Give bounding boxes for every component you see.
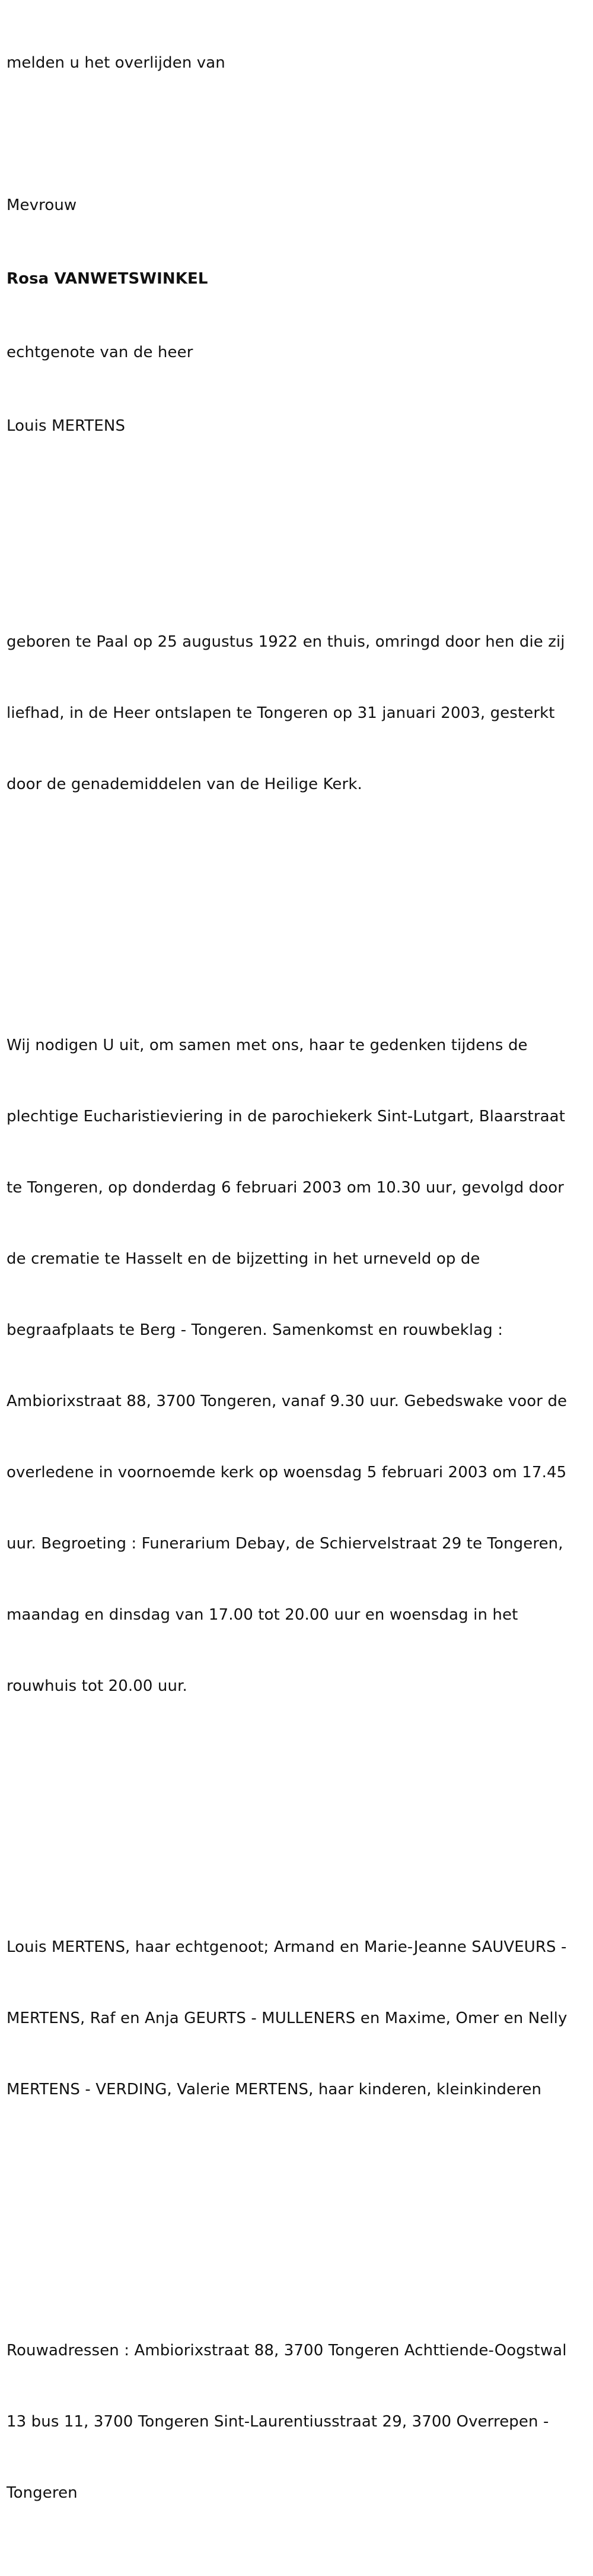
- text-line: uur. Begroeting : Funerarium Debay, de Schiervelstraat 29 te Tongeren,: [7, 1535, 563, 1553]
- birth-death-paragraph: [7, 583, 585, 844]
- text-line: 13 bus 11, 3700 Tongeren Sint-Laurentiusstraat 29, 3700 Overrepen -: [7, 2413, 549, 2431]
- spacer: [7, 1793, 585, 1817]
- addresses-paragraph: [7, 2291, 585, 2552]
- text-line: overledene in voornoemde kerk op woensdag 5 februari 2003 om 17.45: [7, 1464, 567, 1481]
- text-line: Wij nodigen U uit, om samen met ons, haar te gedenken tijdens de: [7, 1036, 528, 1054]
- text-line: Ambiorixstraat 88, 3700 Tongeren, vanaf 9.30 uur. Gebedswake voor de: [7, 1392, 568, 1410]
- invitation-paragraph: [7, 986, 585, 1745]
- spacer: [7, 891, 585, 915]
- spouse-relation: echtgenote van de heer: [7, 344, 193, 361]
- spacer: [7, 122, 585, 146]
- text-line: Rouwadressen : Ambiorixstraat 88, 3700 Tongeren Achttiende-Oogstwal: [7, 2342, 567, 2359]
- spacer: [7, 488, 585, 511]
- text-line: liefhad, in de Heer ontslapen te Tongeren op 31 januari 2003, gesterkt: [7, 704, 555, 722]
- text-line: door de genademiddelen van de Heilige Kerk.: [7, 775, 362, 793]
- obituary-document: [7, 4, 585, 2576]
- intro-line: melden u het overlijden van: [7, 54, 225, 72]
- text-line: MERTENS - VERDING, Valerie MERTENS, haar kinderen, kleinkinderen: [7, 2081, 542, 2098]
- text-line: maandag en dinsdag van 17.00 tot 20.00 uur en woensdag in het: [7, 1606, 518, 1624]
- text-line: plechtige Eucharistieviering in de parochiekerk Sint-Lutgart, Blaarstraat: [7, 1108, 565, 1125]
- spouse-name: Louis MERTENS: [7, 417, 126, 435]
- spacer: [7, 2196, 585, 2220]
- text-line: rouwhuis tot 20.00 uur.: [7, 1677, 187, 1695]
- deceased-name: Rosa VANWETSWINKEL: [7, 270, 208, 288]
- text-line: MERTENS, Raf en Anja GEURTS - MULLENERS en Maxime, Omer en Nelly: [7, 2009, 568, 2027]
- title-prefix: Mevrouw: [7, 196, 77, 214]
- text-line: te Tongeren, op donderdag 6 februari 2003 om 10.30 uur, gevolgd door: [7, 1179, 565, 1197]
- family-paragraph: [7, 1888, 585, 2149]
- text-line: Tongeren: [7, 2484, 78, 2502]
- text-line: Louis MERTENS, haar echtgenoot; Armand en Marie-Jeanne SAUVEURS -: [7, 1938, 567, 1956]
- text-line: de crematie te Hasselt en de bijzetting in het urneveld op de: [7, 1250, 480, 1268]
- text-line: geboren te Paal op 25 augustus 1922 en thuis, omringd door hen die zij: [7, 633, 565, 651]
- text-line: begraafplaats te Berg - Tongeren. Samenkomst en rouwbeklag :: [7, 1321, 503, 1339]
